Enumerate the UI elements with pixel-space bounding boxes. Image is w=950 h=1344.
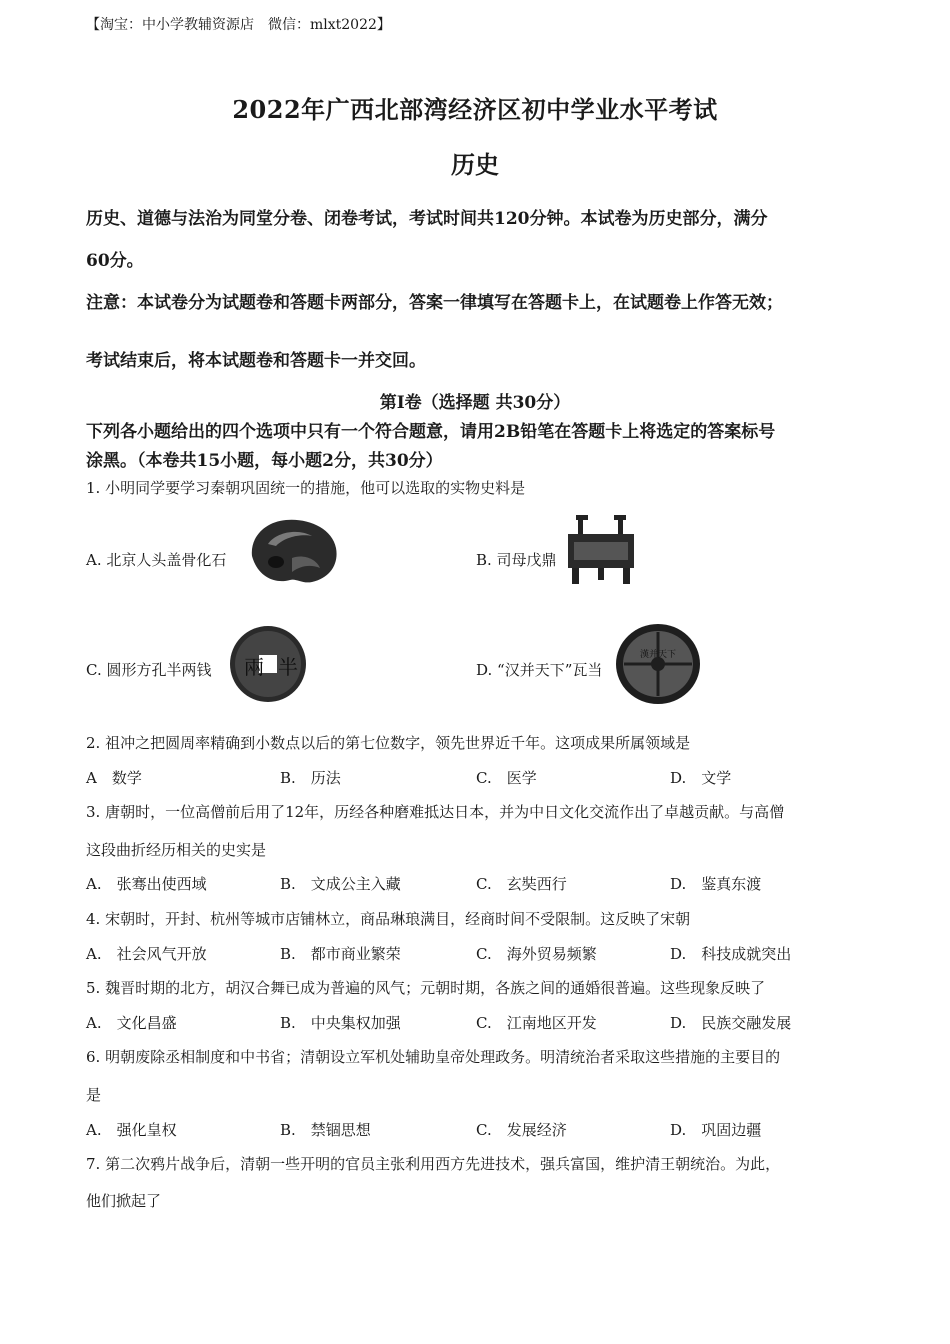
q3-option-a: A. 张骞出使西域 [86,875,207,893]
intro-line-2: 60分。 [86,251,144,271]
q6-stem-1: 6. 明朝废除丞相制度和中书省；清朝设立军机处辅助皇帝处理政务。明清统治者采取这些措施的主要目的 [86,1048,781,1066]
q5-option-d: D. 民族交融发展 [670,1014,792,1032]
q1-option-a: A. 北京人头盖骨化石 [86,551,227,569]
notice-line-2: 考试结束后，将本试题卷和答题卡一并交回。 [86,351,426,371]
q6-stem-2: 是 [86,1086,102,1104]
q2-option-b: B. 历法 [280,769,341,787]
subject-title: 历史 [451,150,499,179]
source-note: 【淘宝：中小学教辅资源店 微信：mlxt2022】 [86,17,391,33]
q2-stem: 2. 祖冲之把圆周率精确到小数点以后的第七位数字，领先世界近千年。这项成果所属领域是 [86,734,691,752]
q5-option-b: B. 中央集权加强 [280,1014,401,1032]
q1-option-d: D. “汉并天下”瓦当 [476,661,603,679]
skull-fossil-image [246,514,342,588]
q1-stem: 1. 小明同学要学习秦朝巩固统一的措施，他可以选取的实物史料是 [86,479,526,497]
banliang-left-glyph: 兩 [244,655,264,679]
intro-line-1: 历史、道德与法治为同堂分卷、闭卷考试，考试时间共120分钟。本试卷为历史部分，满分 [86,209,768,229]
banliang-right-glyph: 半 [278,655,298,679]
q2-option-c: C. 医学 [476,769,537,787]
wadang-tile-image [614,622,702,706]
simuwu-ding-image [562,512,640,586]
q5-option-c: C. 江南地区开发 [476,1014,597,1032]
q3-option-d: D. 鉴真东渡 [670,875,762,893]
q5-stem: 5. 魏晋时期的北方，胡汉合舞已成为普遍的风气；元朝时期，各族之间的通婚很普遍。这些现象反映了 [86,979,766,997]
banliang-coin-image [228,624,308,704]
q5-option-a: A. 文化昌盛 [86,1014,177,1032]
q6-option-d: D. 巩固边疆 [670,1121,762,1139]
q3-stem-1: 3. 唐朝时，一位高僧前后用了12年，历经各种磨难抵达日本，并为中日文化交流作出了卓越贡献。与高僧 [86,803,785,821]
q4-option-a: A. 社会风气开放 [86,945,207,963]
q1-option-c: C. 圆形方孔半两钱 [86,661,212,679]
q3-option-c: C. 玄奘西行 [476,875,567,893]
q3-stem-2: 这段曲折经历相关的史实是 [86,841,267,859]
exam-title: 2022年广西北部湾经济区初中学业水平考试 [232,95,718,124]
q4-option-b: B. 都市商业繁荣 [280,945,401,963]
section-instruction-1: 下列各小题给出的四个选项中只有一个符合题意，请用2B铅笔在答题卡上将选定的答案标号 [86,422,776,442]
q6-option-a: A. 强化皇权 [86,1121,177,1139]
section-instruction-2: 涂黑。（本卷共15小题，每小题2分，共30分） [86,451,443,471]
q3-option-b: B. 文成公主入藏 [280,875,401,893]
section-title: 第Ⅰ卷（选择题 共30分） [379,393,571,413]
q4-option-c: C. 海外贸易频繁 [476,945,597,963]
q6-option-b: B. 禁锢思想 [280,1121,371,1139]
q4-option-d: D. 科技成就突出 [670,945,792,963]
q2-option-d: D. 文学 [670,769,732,787]
q4-stem: 4. 宋朝时，开封、杭州等城市店铺林立，商品琳琅满目，经商时间不受限制。这反映了宋朝 [86,910,691,928]
q7-stem-2: 他们掀起了 [86,1192,162,1210]
q2-option-a: A 数学 [86,769,142,787]
wadang-inscription: 漢并天下 [639,650,677,660]
notice-line-1: 注意：本试卷分为试题卷和答题卡两部分，答案一律填写在答题卡上，在试题卷上作答无效； [86,293,783,313]
q7-stem-1: 7. 第二次鸦片战争后，清朝一些开明的官员主张利用西方先进技术，强兵富国，维护清王朝统治。为此， [86,1155,781,1173]
q6-option-c: C. 发展经济 [476,1121,567,1139]
q1-option-b: B. 司母戊鼎 [476,551,557,569]
